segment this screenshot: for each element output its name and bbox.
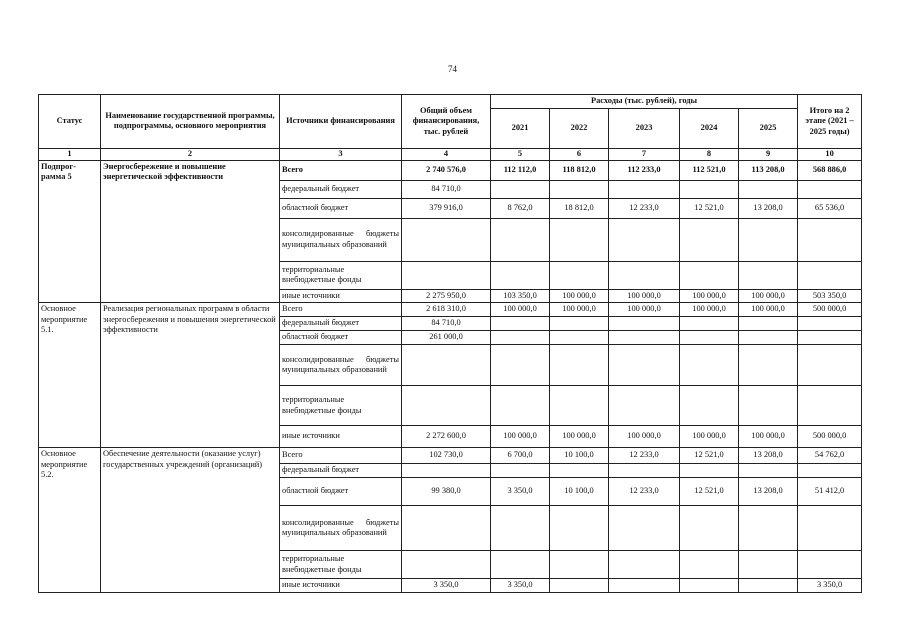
column-number: 8 (680, 148, 739, 160)
value-cell (550, 317, 609, 331)
value-cell: 113 208,0 (739, 160, 798, 180)
source-cell: областной бюджет (280, 198, 402, 218)
column-number: 10 (798, 148, 862, 160)
value-cell (491, 464, 550, 478)
value-cell: 2 272 600,0 (402, 426, 491, 448)
value-cell (680, 261, 739, 289)
program-name-cell: Обеспечение деятельности (оказание услуг) государственных учреждений (организаций) (101, 448, 280, 593)
value-cell (798, 218, 862, 261)
header-expenses: Расходы (тыс. рублей), годы (491, 95, 798, 109)
value-cell: 2 740 576,0 (402, 160, 491, 180)
value-cell: 12 521,0 (680, 198, 739, 218)
value-cell (680, 464, 739, 478)
value-cell: 112 521,0 (680, 160, 739, 180)
value-cell: 12 521,0 (680, 478, 739, 506)
value-cell: 500 000,0 (798, 303, 862, 317)
value-cell: 100 000,0 (739, 426, 798, 448)
value-cell (680, 345, 739, 386)
value-cell: 10 100,0 (550, 448, 609, 464)
value-cell (739, 579, 798, 593)
value-cell (609, 551, 680, 579)
value-cell (550, 261, 609, 289)
value-cell (739, 180, 798, 198)
value-cell (491, 331, 550, 345)
value-cell: 99 380,0 (402, 478, 491, 506)
value-cell: 2 618 310,0 (402, 303, 491, 317)
header-year: 2021 (491, 108, 550, 148)
value-cell: 12 233,0 (609, 198, 680, 218)
value-cell: 13 208,0 (739, 478, 798, 506)
value-cell: 500 000,0 (798, 426, 862, 448)
header-year: 2025 (739, 108, 798, 148)
value-cell: 100 000,0 (739, 289, 798, 303)
value-cell (402, 506, 491, 551)
status-cell: Основное мероприятие 5.2. (39, 448, 101, 593)
value-cell (798, 464, 862, 478)
column-number: 4 (402, 148, 491, 160)
value-cell (491, 218, 550, 261)
value-cell (491, 506, 550, 551)
value-cell: 118 812,0 (550, 160, 609, 180)
source-cell: консолидированные бюджеты муниципальных образований (280, 506, 402, 551)
source-cell: областной бюджет (280, 331, 402, 345)
header-name: Наименование государственной программы, подпрограммы, основного мероприятия (101, 95, 280, 149)
source-cell: Всего (280, 160, 402, 180)
source-cell: федеральный бюджет (280, 464, 402, 478)
header-total: Общий объем финансирования, тыс. рублей (402, 95, 491, 149)
header-year: 2022 (550, 108, 609, 148)
source-cell: иные источники (280, 289, 402, 303)
header-year: 2024 (680, 108, 739, 148)
status-cell: Подпрог-рамма 5 (39, 160, 101, 303)
value-cell (739, 464, 798, 478)
header-year: 2023 (609, 108, 680, 148)
value-cell (739, 506, 798, 551)
value-cell: 12 233,0 (609, 478, 680, 506)
column-number: 3 (280, 148, 402, 160)
value-cell: 3 350,0 (491, 478, 550, 506)
value-cell (609, 579, 680, 593)
value-cell: 261 000,0 (402, 331, 491, 345)
value-cell: 3 350,0 (798, 579, 862, 593)
value-cell (798, 261, 862, 289)
value-cell: 10 100,0 (550, 478, 609, 506)
value-cell (609, 331, 680, 345)
value-cell (609, 464, 680, 478)
value-cell: 568 886,0 (798, 160, 862, 180)
value-cell (798, 506, 862, 551)
value-cell (609, 218, 680, 261)
value-cell: 51 412,0 (798, 478, 862, 506)
value-cell: 3 350,0 (402, 579, 491, 593)
table-row (39, 303, 862, 317)
value-cell (739, 551, 798, 579)
value-cell (491, 180, 550, 198)
source-cell: консолидированные бюджеты муниципальных образований (280, 218, 402, 261)
value-cell: 100 000,0 (550, 426, 609, 448)
value-cell: 100 000,0 (609, 303, 680, 317)
source-cell: иные источники (280, 579, 402, 593)
value-cell (402, 386, 491, 426)
value-cell (680, 218, 739, 261)
page-number: 74 (448, 64, 457, 74)
value-cell: 100 000,0 (609, 426, 680, 448)
value-cell: 112 112,0 (491, 160, 550, 180)
value-cell (402, 218, 491, 261)
table-row (39, 448, 862, 464)
value-cell (739, 331, 798, 345)
value-cell (798, 317, 862, 331)
value-cell (550, 218, 609, 261)
value-cell (550, 180, 609, 198)
value-cell (402, 464, 491, 478)
value-cell (491, 345, 550, 386)
column-number: 2 (101, 148, 280, 160)
value-cell (798, 551, 862, 579)
header-status: Статус (39, 95, 101, 149)
value-cell: 102 730,0 (402, 448, 491, 464)
value-cell (680, 551, 739, 579)
value-cell (491, 386, 550, 426)
source-cell: консолидированные бюджеты муниципальных образований (280, 345, 402, 386)
value-cell: 12 233,0 (609, 448, 680, 464)
value-cell: 100 000,0 (739, 303, 798, 317)
value-cell: 84 710,0 (402, 180, 491, 198)
value-cell (550, 506, 609, 551)
column-number-row (39, 148, 862, 160)
financing-table (38, 94, 862, 593)
column-number: 9 (739, 148, 798, 160)
value-cell (680, 579, 739, 593)
source-cell: территориальные внебюджетные фонды (280, 386, 402, 426)
value-cell (680, 180, 739, 198)
value-cell: 12 521,0 (680, 448, 739, 464)
value-cell (739, 386, 798, 426)
value-cell: 100 000,0 (680, 303, 739, 317)
value-cell (402, 551, 491, 579)
value-cell (739, 317, 798, 331)
source-cell: Всего (280, 448, 402, 464)
value-cell (550, 386, 609, 426)
source-cell: областной бюджет (280, 478, 402, 506)
value-cell: 6 700,0 (491, 448, 550, 464)
value-cell: 100 000,0 (609, 289, 680, 303)
value-cell (491, 551, 550, 579)
value-cell: 112 233,0 (609, 160, 680, 180)
column-number: 5 (491, 148, 550, 160)
value-cell: 100 000,0 (550, 289, 609, 303)
value-cell: 100 000,0 (680, 289, 739, 303)
value-cell (550, 331, 609, 345)
value-cell: 503 350,0 (798, 289, 862, 303)
value-cell (798, 180, 862, 198)
value-cell (491, 317, 550, 331)
value-cell: 13 208,0 (739, 448, 798, 464)
value-cell: 13 208,0 (739, 198, 798, 218)
value-cell: 8 762,0 (491, 198, 550, 218)
value-cell (609, 261, 680, 289)
value-cell: 103 350,0 (491, 289, 550, 303)
value-cell (550, 579, 609, 593)
status-cell: Основное мероприятие 5.1. (39, 303, 101, 448)
value-cell: 65 536,0 (798, 198, 862, 218)
value-cell: 100 000,0 (680, 426, 739, 448)
source-cell: иные источники (280, 426, 402, 448)
value-cell: 84 710,0 (402, 317, 491, 331)
source-cell: Всего (280, 303, 402, 317)
source-cell: федеральный бюджет (280, 180, 402, 198)
header-itogo: Итого на 2 этапе (2021 – 2025 годы) (798, 95, 862, 149)
value-cell: 100 000,0 (491, 426, 550, 448)
header-sources: Источники финансирования (280, 95, 402, 149)
value-cell: 100 000,0 (491, 303, 550, 317)
value-cell (680, 386, 739, 426)
value-cell (680, 331, 739, 345)
value-cell: 379 916,0 (402, 198, 491, 218)
value-cell (680, 506, 739, 551)
value-cell: 18 812,0 (550, 198, 609, 218)
table-row (39, 160, 862, 180)
source-cell: федеральный бюджет (280, 317, 402, 331)
value-cell (609, 180, 680, 198)
value-cell: 54 762,0 (798, 448, 862, 464)
value-cell (402, 261, 491, 289)
value-cell: 3 350,0 (491, 579, 550, 593)
value-cell (609, 506, 680, 551)
column-number: 1 (39, 148, 101, 160)
program-name-cell: Реализация региональных программ в области энергосбережения и повышения энергетической эффективности (101, 303, 280, 448)
source-cell: территориальные внебюджетные фонды (280, 261, 402, 289)
value-cell (402, 345, 491, 386)
value-cell (609, 345, 680, 386)
value-cell (798, 345, 862, 386)
value-cell (609, 317, 680, 331)
column-number: 6 (550, 148, 609, 160)
value-cell (739, 261, 798, 289)
value-cell: 2 275 950,0 (402, 289, 491, 303)
value-cell (798, 386, 862, 426)
column-number: 7 (609, 148, 680, 160)
value-cell (739, 218, 798, 261)
source-cell: территориальные внебюджетные фонды (280, 551, 402, 579)
value-cell (798, 331, 862, 345)
value-cell: 100 000,0 (550, 303, 609, 317)
value-cell (550, 551, 609, 579)
value-cell (609, 386, 680, 426)
value-cell (680, 317, 739, 331)
program-name-cell: Энергосбережение и повышение энергетической эффективности (101, 160, 280, 303)
value-cell (550, 345, 609, 386)
value-cell (491, 261, 550, 289)
value-cell (739, 345, 798, 386)
value-cell (550, 464, 609, 478)
